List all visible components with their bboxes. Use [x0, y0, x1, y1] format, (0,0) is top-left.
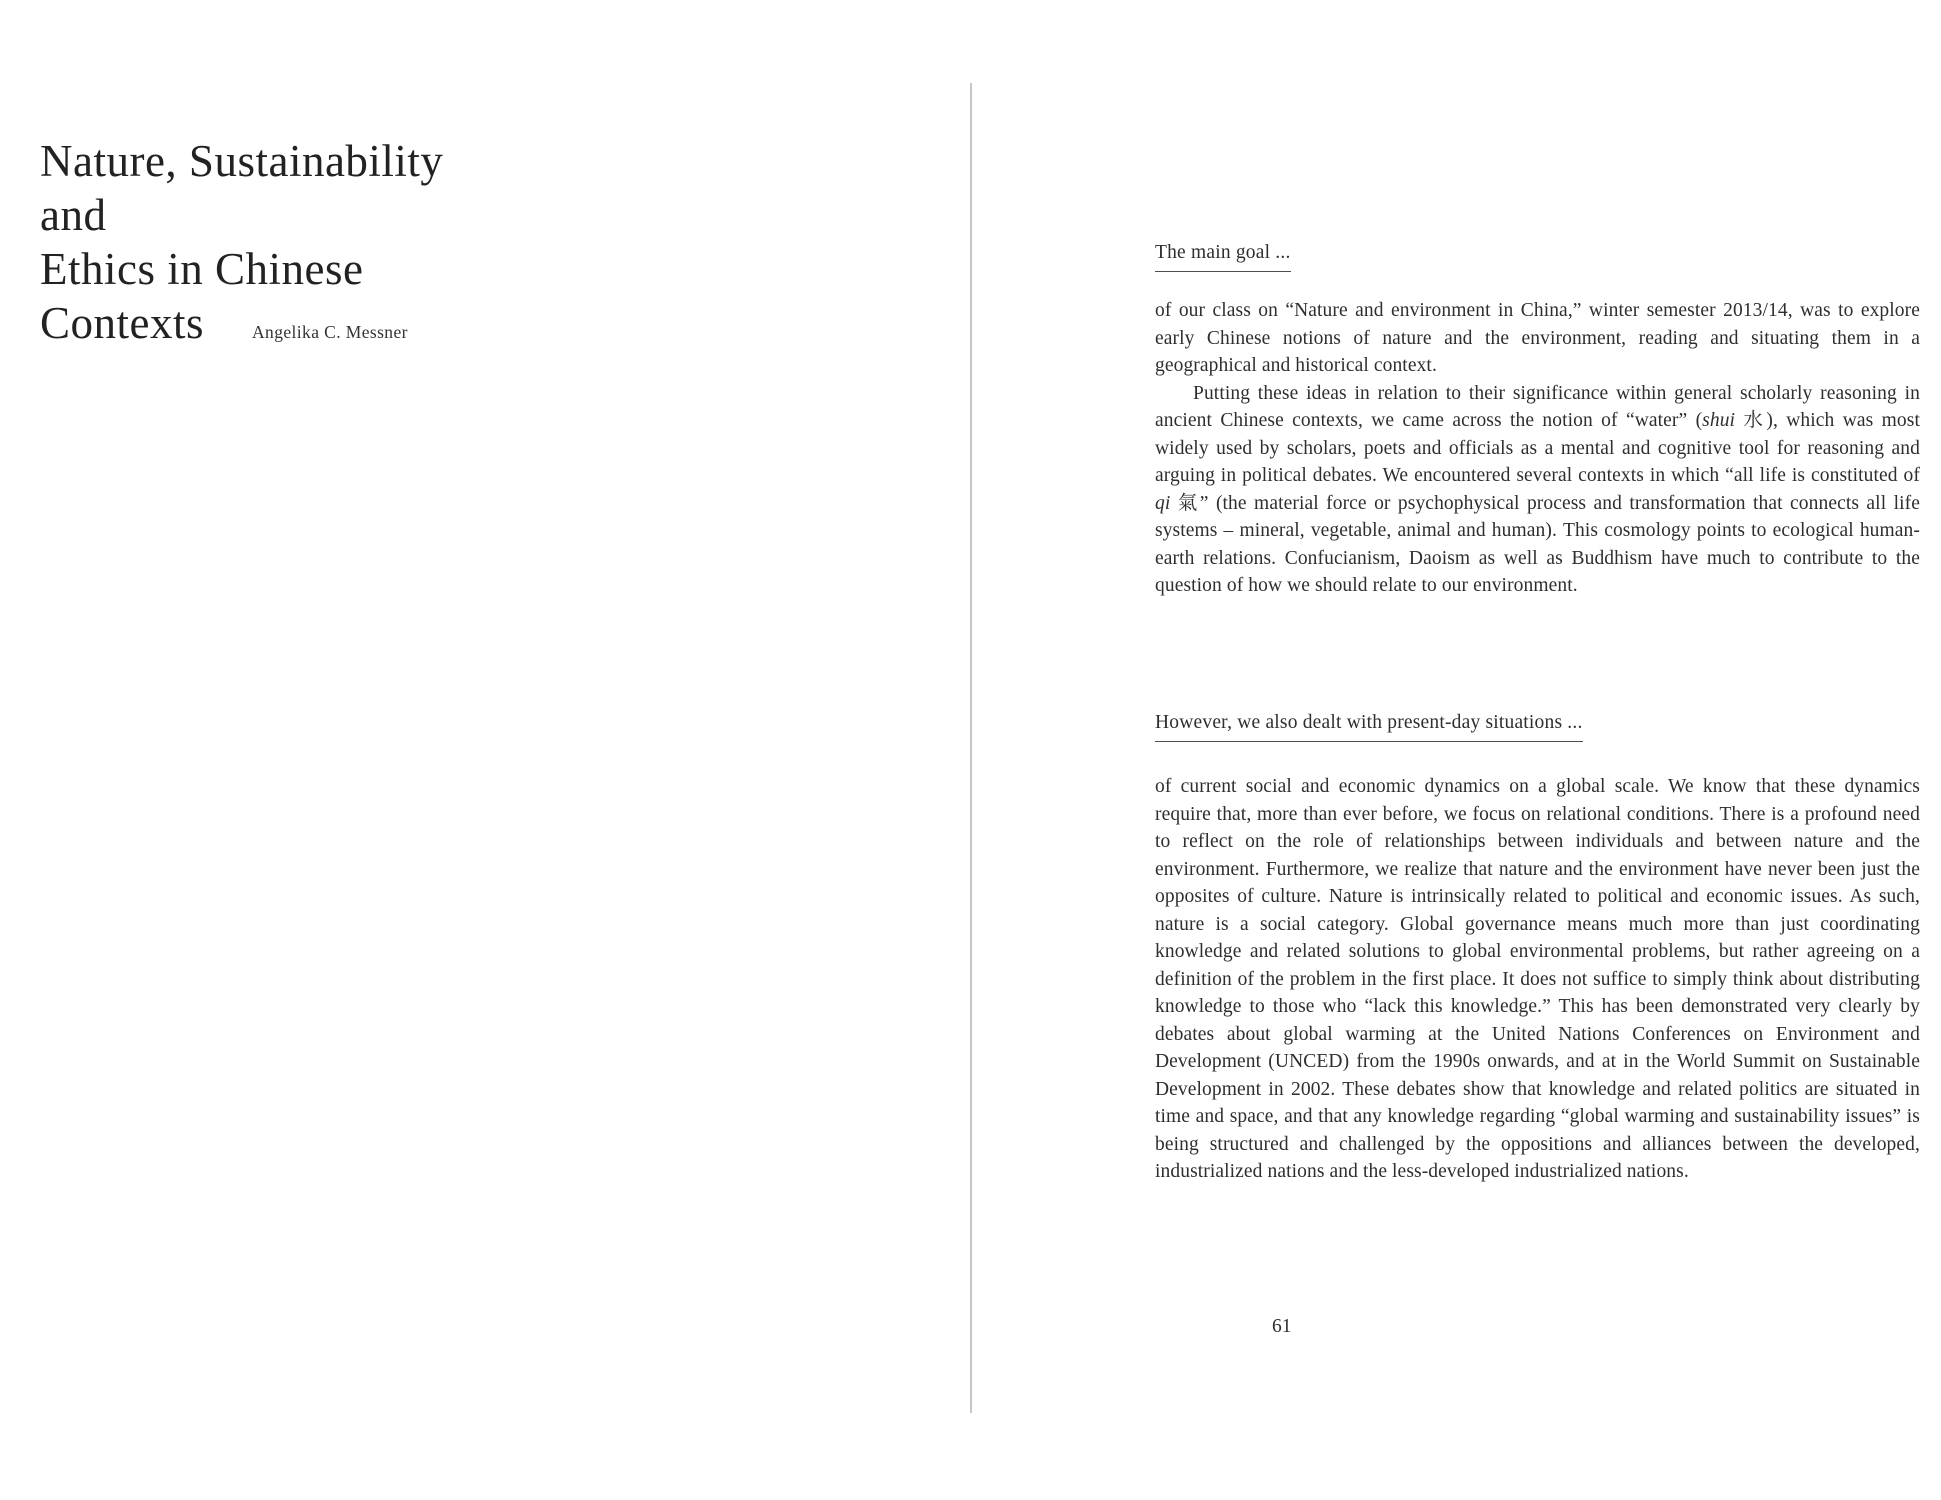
section-1-paragraph-2	[1155, 380, 1920, 600]
title-line-2: and	[40, 190, 107, 240]
section-2-paragraph-1: of current social and economic dynamics on a global scale. We know that these dynamics require that, more than ever before, we focus on relational conditions. There is a profound need to reflect on the role of relationships between individuals and between nature and the environment. Furthermore, we realize that nature and the environment have never been just the opposites of culture. Nature is intrinsically related to political and economic issues. As such, nature is a social category. Global governance means much more than just coordinating knowledge and related solutions to global environmental problems, but rather agreeing on a definition of the problem in the first place. It does not suffice to simply think about distributing knowledge to those who “lack this knowledge.” This has been demonstrated very clearly by debates about global warming at the United Nations Conferences on Environment and Development (UNCED) from the 1990s onwards, and at in the World Summit on Sustainable Development in 2002. These debates show that knowledge and related politics are situated in time and space, and that any knowledge regarding “global warming and sustainability issues” is being structured and challenged by the oppositions and alliances between the developed, industrialized nations and the less-developed industrialized nations.	[1155, 776, 1920, 1182]
section-2-heading-text: However, we also dealt with present-day situations ...	[1155, 712, 1583, 742]
paragraph-2-segment-3: 氣” (the material force or psychophysical process and transformation that connects all life systems – mineral, vegetable, animal and human). This cosmology points to ecological human-earth relations. Confucianism, Daoism as well as Buddhism have much to contribute to the question of how we should relate to our environment.	[1155, 492, 1920, 596]
section-2-body	[1155, 773, 1920, 1186]
section-2-heading	[1155, 712, 1920, 742]
article-title	[40, 134, 920, 350]
title-line-3: Ethics in Chinese	[40, 244, 364, 294]
author-name: Angelika C. Messner	[252, 322, 408, 342]
section-1-paragraph-1: of our class on “Nature and environment in China,” winter semester 2013/14, was to explore early Chinese notions of nature and the environment, reading and situating them in a geographical and historical context.	[1155, 300, 1920, 376]
section-1-heading	[1155, 242, 1920, 272]
title-line-4-text: Contexts	[40, 298, 205, 348]
left-page	[40, 134, 920, 350]
title-line-4	[40, 296, 920, 350]
paragraph-2-segment-1: Putting these ideas in relation to their significance within general scholarly reasoning in ancient Chinese contexts, we came across the notion of “water” (	[1155, 382, 1920, 431]
page-number: 61	[1272, 1316, 1292, 1337]
page-divider-rule	[970, 83, 972, 1413]
paragraph-2-segment-2: 水), which was most widely used by scholars, poets and officials as a mental and cognitive tool for reasoning and arguing in political debates. We encountered several contexts in which “all life is constituted of	[1155, 410, 1920, 486]
section-1-heading-text: The main goal ...	[1155, 242, 1291, 272]
title-line-1: Nature, Sustainability	[40, 136, 444, 186]
section-1-body	[1155, 297, 1920, 600]
term-shui: shui	[1702, 410, 1736, 431]
term-qi: qi	[1155, 492, 1171, 514]
